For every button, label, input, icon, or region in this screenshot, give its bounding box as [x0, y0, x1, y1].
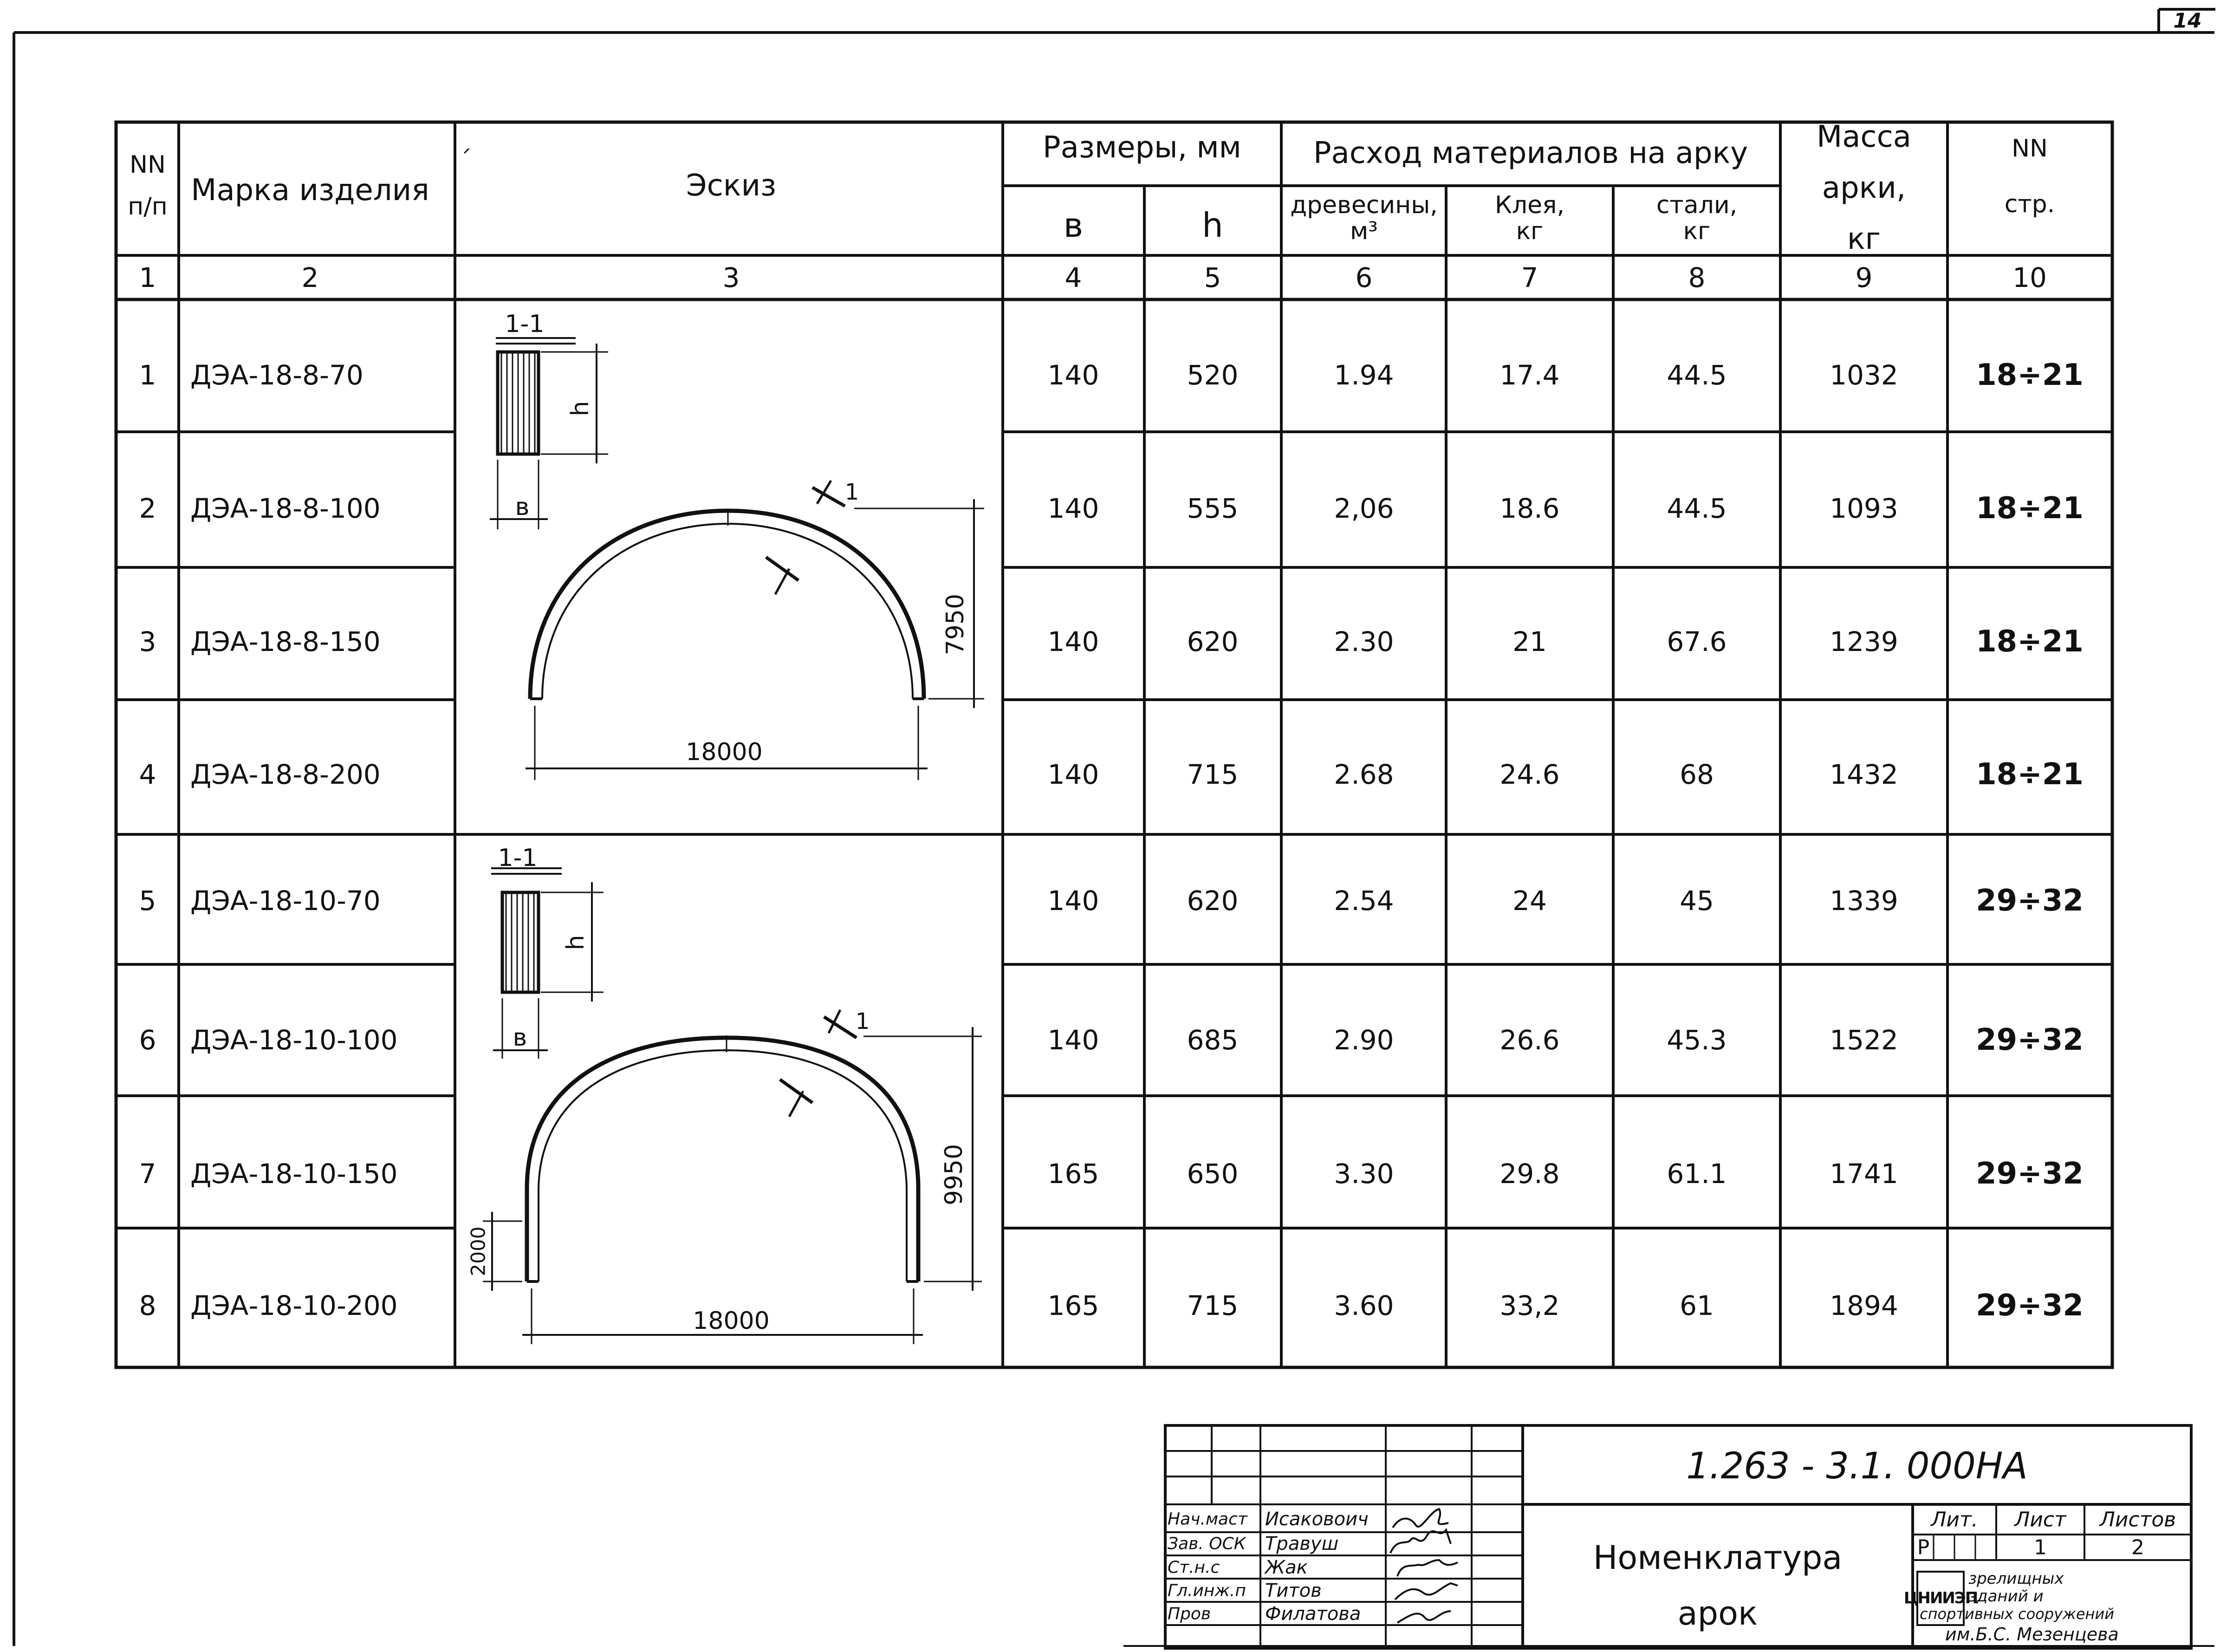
- lit-label: Лит.: [1931, 1508, 1978, 1532]
- col-number: 8: [1688, 262, 1706, 293]
- signatures: [1390, 1509, 1458, 1623]
- row-steel: 44.5: [1667, 493, 1727, 524]
- header-materials: Расход материалов на арку: [1313, 136, 1748, 170]
- row-h: 555: [1187, 493, 1239, 524]
- row-b: 140: [1047, 759, 1099, 790]
- row-b: 165: [1047, 1158, 1099, 1190]
- row-glue: 26.6: [1499, 1024, 1560, 1056]
- row-mark: ДЭА-18-10-150: [190, 1158, 398, 1190]
- row-pages: 29÷32: [1976, 1157, 2084, 1191]
- row-glue: 18.6: [1499, 493, 1560, 524]
- col-number: 4: [1065, 262, 1082, 293]
- row-mark: ДЭА-18-8-100: [190, 493, 381, 524]
- row-h: 715: [1187, 1290, 1239, 1321]
- row-wood: 1.94: [1334, 359, 1394, 391]
- sketch1-h-label: h: [566, 401, 594, 416]
- role-label: Нач.маст: [1168, 1509, 1247, 1529]
- row-number: 2: [139, 493, 156, 524]
- row-wood: 3.60: [1334, 1290, 1394, 1321]
- sketch2-span-label: 18000: [693, 1307, 770, 1335]
- row-h: 520: [1187, 359, 1239, 391]
- header-pages: NN стр.: [2004, 135, 2055, 218]
- row-h: 650: [1187, 1158, 1239, 1190]
- col-number: 6: [1355, 262, 1373, 293]
- row-b: 140: [1047, 359, 1099, 391]
- role-label: Гл.инж.п: [1168, 1581, 1246, 1600]
- row-h: 685: [1187, 1024, 1239, 1056]
- row-steel: 61: [1680, 1290, 1714, 1321]
- organization-logo: ЦНИИЭП: [1903, 1589, 1978, 1607]
- sketch-arch-1: [490, 338, 984, 780]
- document-code: 1.263 - 3.1. 000НА: [1686, 1445, 2028, 1487]
- row-mark: ДЭА-18-10-70: [190, 885, 381, 917]
- sketch-arch-2: [483, 868, 982, 1344]
- col-number: 10: [2012, 262, 2047, 293]
- document-name-line1: Номенклатура: [1593, 1539, 1843, 1577]
- row-mark: ДЭА-18-8-200: [190, 759, 381, 790]
- row-pages: 18÷21: [1976, 491, 2084, 526]
- row-number: 8: [139, 1290, 156, 1321]
- row-number: 7: [139, 1158, 156, 1190]
- organization-name: зрелищных: [1968, 1569, 2064, 1588]
- row-mass: 1894: [1830, 1290, 1898, 1321]
- row-number: 6: [139, 1024, 156, 1056]
- person-name: Исаковоич: [1265, 1509, 1369, 1530]
- row-b: 140: [1047, 1024, 1099, 1056]
- row-mass: 1239: [1830, 626, 1898, 657]
- row-wood: 3.30: [1334, 1158, 1394, 1190]
- row-pages: 29÷32: [1976, 1288, 2084, 1323]
- header-steel: стали, кг: [1656, 191, 1738, 245]
- person-name: Жак: [1265, 1557, 1308, 1578]
- sheets-value: 2: [2131, 1535, 2144, 1560]
- row-wood: 2.90: [1334, 1024, 1394, 1056]
- row-steel: 44.5: [1667, 359, 1727, 391]
- organization-name: зданий и: [1968, 1587, 2044, 1606]
- row-mass: 1741: [1830, 1158, 1898, 1190]
- row-h: 620: [1187, 885, 1239, 917]
- lit-value: Р: [1917, 1535, 1930, 1560]
- sketch1-span-label: 18000: [686, 738, 763, 766]
- col-number: 2: [301, 262, 319, 293]
- row-b: 165: [1047, 1290, 1099, 1321]
- row-b: 140: [1047, 493, 1099, 524]
- sheet-value: 1: [2034, 1535, 2047, 1560]
- row-wood: 2.68: [1334, 759, 1394, 790]
- role-label: Ст.н.с: [1168, 1558, 1220, 1577]
- col-number: 9: [1855, 262, 1873, 293]
- row-pages: 29÷32: [1976, 1023, 2084, 1057]
- sheets-label: Листов: [2099, 1508, 2176, 1532]
- page-number: 14: [2173, 9, 2202, 33]
- person-name: Филатова: [1265, 1603, 1361, 1625]
- row-h: 620: [1187, 626, 1239, 657]
- person-name: Травуш: [1265, 1533, 1339, 1554]
- sheet-label: Лист: [2014, 1508, 2066, 1532]
- row-number: 5: [139, 885, 156, 917]
- header-sketch: Эскиз: [686, 169, 777, 203]
- row-wood: 2.54: [1334, 885, 1394, 917]
- row-glue: 33,2: [1499, 1290, 1560, 1321]
- row-glue: 24.6: [1499, 759, 1560, 790]
- row-mark: ДЭА-18-8-70: [190, 359, 364, 391]
- row-mass: 1432: [1830, 759, 1898, 790]
- row-mass: 1032: [1830, 359, 1898, 391]
- row-pages: 18÷21: [1976, 757, 2084, 792]
- row-number: 4: [139, 759, 156, 790]
- organization-name: им.Б.С. Мезенцева: [1945, 1624, 2119, 1645]
- role-label: Пров: [1168, 1604, 1211, 1624]
- row-wood: 2,06: [1334, 493, 1394, 524]
- document-name-line2: арок: [1677, 1594, 1758, 1632]
- row-mark: ДЭА-18-10-100: [190, 1024, 398, 1056]
- header-h: h: [1202, 206, 1223, 245]
- row-pages: 18÷21: [1976, 358, 2084, 392]
- row-mass: 1093: [1830, 493, 1898, 524]
- col-number: 1: [139, 262, 156, 293]
- person-name: Титов: [1265, 1580, 1322, 1601]
- row-steel: 67.6: [1667, 626, 1727, 657]
- row-number: 1: [139, 359, 156, 391]
- row-glue: 21: [1512, 626, 1547, 657]
- sketch2-cut-label: 1: [855, 1008, 870, 1034]
- sketch2-b-label: в: [513, 1024, 527, 1052]
- row-h: 715: [1187, 759, 1239, 790]
- row-glue: 29.8: [1499, 1158, 1560, 1190]
- row-steel: 45: [1680, 885, 1714, 917]
- row-mass: 1339: [1830, 885, 1898, 917]
- header-mark: Марка изделия: [191, 173, 429, 208]
- row-mark: ДЭА-18-8-150: [190, 626, 381, 657]
- row-number: 3: [139, 626, 156, 657]
- col-number: 3: [722, 262, 740, 293]
- header-b: в: [1063, 206, 1084, 245]
- row-glue: 17.4: [1499, 359, 1560, 391]
- row-steel: 68: [1680, 759, 1714, 790]
- sketch2-height-label: 9950: [940, 1144, 968, 1206]
- row-wood: 2.30: [1334, 626, 1394, 657]
- role-label: Зав. ОСК: [1168, 1534, 1246, 1554]
- sketch2-h-label: h: [562, 935, 590, 950]
- sketch1-cut-label: 1: [844, 479, 859, 505]
- row-steel: 45.3: [1667, 1024, 1727, 1056]
- header-dims: Размеры, мм: [1043, 130, 1241, 165]
- row-pages: 29÷32: [1976, 884, 2084, 918]
- header-mass: Масса арки, кг: [1816, 120, 1912, 256]
- col-number: 5: [1204, 262, 1221, 293]
- row-glue: 24: [1512, 885, 1547, 917]
- sketch1-b-label: в: [515, 493, 530, 521]
- row-mark: ДЭА-18-10-200: [190, 1290, 398, 1321]
- row-pages: 18÷21: [1976, 624, 2084, 659]
- header-glue: Клея, кг: [1495, 191, 1564, 245]
- organization-name: спортивных сооружений: [1920, 1605, 2115, 1623]
- row-b: 140: [1047, 626, 1099, 657]
- sketch2-base-label: 2000: [467, 1226, 490, 1276]
- sketch1-section-label: 1-1: [505, 310, 545, 338]
- header-wood: древесины, м³: [1290, 191, 1438, 245]
- row-mass: 1522: [1830, 1024, 1898, 1056]
- header-num: NN п/п: [128, 151, 168, 221]
- row-b: 140: [1047, 885, 1099, 917]
- sketch2-section-label: 1-1: [498, 844, 538, 872]
- col-number: 7: [1521, 262, 1538, 293]
- row-steel: 61.1: [1667, 1158, 1727, 1190]
- sketch1-height-label: 7950: [941, 593, 969, 656]
